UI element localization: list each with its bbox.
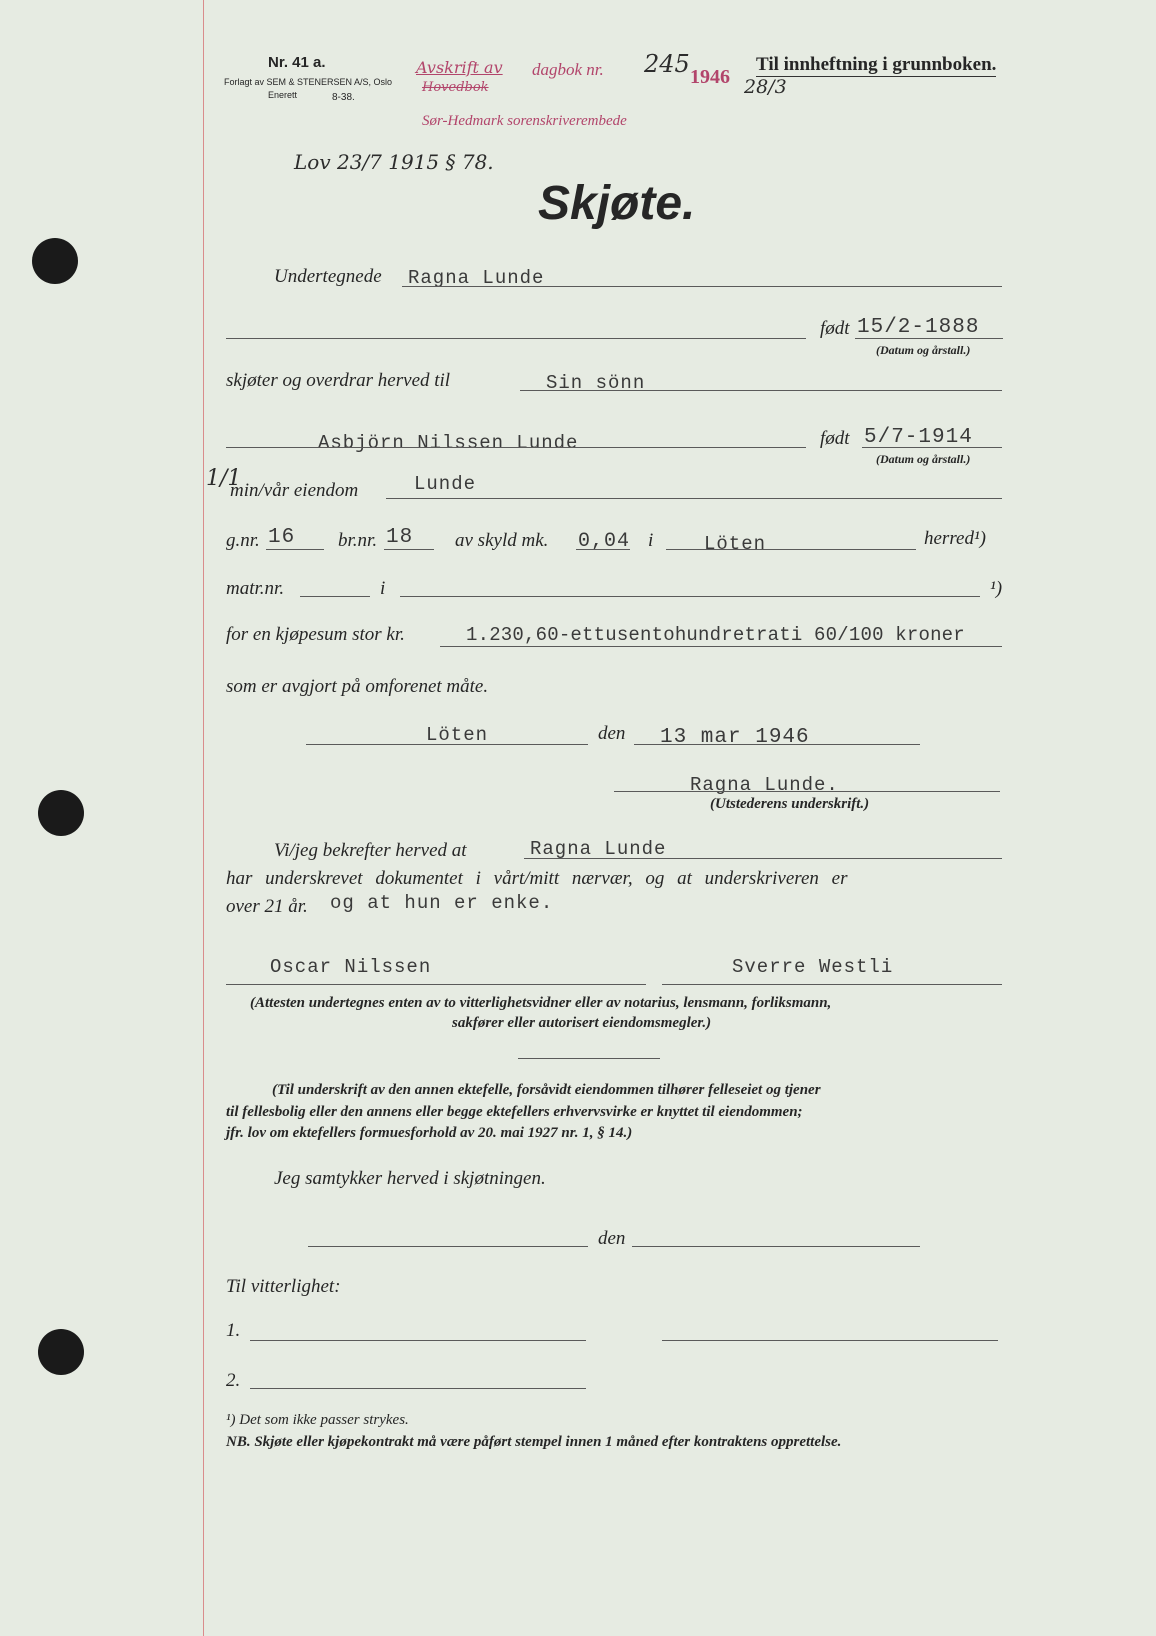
footnote-1: ¹) Det som ikke passer strykes. (226, 1412, 409, 1428)
gnr-value: 16 (268, 526, 296, 549)
matr-i-line (400, 596, 980, 597)
attest-line3: over 21 år. (226, 896, 308, 917)
attest-line (524, 858, 1002, 859)
buyer-born: 5/7-1914 (864, 426, 973, 449)
brnr-label: br.nr. (338, 530, 378, 551)
separator-line (518, 1058, 660, 1059)
form-number: Nr. 41 a. (268, 54, 326, 71)
spouse-note2: til fellesbolig eller den annens eller begge ektefellers erhvervsvirke er knyttet til eiendommen; (226, 1104, 803, 1120)
spouse-den: den (598, 1228, 626, 1249)
i-label: i (648, 530, 654, 551)
edition: 8-38. (332, 92, 355, 103)
date-value: 13 mar 1946 (660, 726, 810, 749)
witness-two: Sverre Westli (732, 956, 894, 978)
buyer-born-line (862, 447, 1002, 448)
footnote-nb: NB. Skjøte eller kjøpekontrakt må være påført stempel innen 1 måned efter kontraktens opprettelse. (226, 1434, 842, 1450)
grunnbok-heading: Til innheftning i grunnboken. (756, 54, 997, 75)
matr-line (300, 596, 370, 597)
margin-rule (203, 0, 204, 1636)
stamp-avskrift: Avskrift av (416, 58, 503, 77)
witness-2-number: 2. (226, 1370, 241, 1391)
buyer-name: Asbjörn Nilssen Lunde (318, 432, 579, 454)
witness-2-line (250, 1388, 586, 1389)
seller-born-label: født (820, 318, 850, 339)
stamp-office: Sør-Hedmark sorenskriverembede (422, 113, 627, 129)
skyld-value: 0,04 (578, 530, 631, 553)
herred-value: Löten (704, 533, 767, 555)
herred-label: herred¹) (924, 528, 986, 549)
brnr-value: 18 (386, 526, 414, 549)
buyer-born-label: født (820, 428, 850, 449)
matr-note: ¹) (990, 578, 1003, 599)
matr-i: i (380, 578, 386, 599)
brnr-line (384, 549, 434, 550)
stamp-struck: Hovedbok (422, 80, 489, 95)
page-title: Skjøte. (538, 177, 696, 230)
matr-label: matr.nr. (226, 578, 285, 599)
issuer-line (614, 791, 1000, 792)
stamp-year: 1946 (690, 66, 730, 88)
seller-born-hint: (Datum og årstall.) (876, 343, 971, 357)
property-label: min/vår eiendom (230, 480, 359, 501)
punch-hole (38, 1329, 84, 1375)
stamp-date: 28/3 (744, 76, 787, 98)
punch-hole (32, 238, 78, 284)
skyld-line (576, 549, 630, 550)
seller-line-2 (226, 338, 806, 339)
transfer-label: skjøter og overdrar herved til (226, 370, 451, 391)
issuer-signature: Ragna Lunde. (690, 774, 839, 796)
law-note: Lov 23/7 1915 § 78. (294, 150, 494, 174)
property-name: Lunde (414, 473, 477, 495)
gnr-line (266, 549, 324, 550)
issuer-hint: (Utstederens underskrift.) (710, 796, 870, 812)
spouse-date-line (632, 1246, 920, 1247)
stamp-dagbok: dagbok nr. (532, 60, 604, 79)
transfer-to: Sin sönn (546, 372, 646, 394)
attest-addition: og at hun er enke. (330, 892, 554, 914)
attest-prefix: Vi/jeg bekrefter herved at (274, 840, 467, 861)
seller-label: Undertegnede (274, 266, 382, 287)
punch-hole (38, 790, 84, 836)
price-value: 1.230,60-ettusentohundretrati 60/100 kroner (466, 624, 965, 646)
enerett: Enerett (268, 90, 298, 100)
witness-one-line (226, 984, 646, 985)
dagbok-number: 245 (644, 50, 690, 78)
buyer-line (226, 447, 806, 448)
price-settled: som er avgjort på omforenet måte. (226, 676, 489, 697)
attest-name: Ragna Lunde (530, 838, 667, 860)
spouse-note3: jfr. lov om ektefellers formuesforhold av 20. mai 1927 nr. 1, § 14.) (226, 1125, 633, 1141)
witness-one: Oscar Nilssen (270, 956, 432, 978)
attest-note2: sakfører eller autorisert eiendomsmegler.) (452, 1015, 712, 1031)
spouse-note1: (Til underskrift av den annen ektefelle, forsåvidt eiendommen tilhører felleseiet og tjener (272, 1082, 821, 1098)
witness-1-number: 1. (226, 1320, 241, 1341)
seller-born: 15/2-1888 (857, 316, 980, 339)
spouse-place-line (308, 1246, 588, 1247)
spouse-consent: Jeg samtykker herved i skjøtningen. (274, 1168, 546, 1189)
witness-two-line (662, 984, 1002, 985)
margin-note: 1/1 (206, 466, 242, 491)
place-line (306, 744, 588, 745)
herred-line (666, 549, 916, 550)
seller-born-line (855, 338, 1003, 339)
gnr-label: g.nr. (226, 530, 260, 551)
attest-note1: (Attesten undertegnes enten av to vitterlighetsvidner eller av notarius, lensmann, forliksmann, (250, 995, 832, 1011)
seller-line (402, 286, 1002, 287)
place-value: Löten (426, 724, 489, 746)
property-line (386, 498, 1002, 499)
den-label: den (598, 723, 626, 744)
attest-line2: har underskrevet dokumentet i vårt/mitt nærvær, og at underskriveren er (226, 868, 848, 889)
transfer-line (520, 390, 1002, 391)
buyer-born-hint: (Datum og årstall.) (876, 452, 971, 466)
skyld-label: av skyld mk. (455, 530, 549, 551)
witness-label: Til vitterlighet: (226, 1276, 341, 1297)
price-line (440, 646, 1002, 647)
seller-name: Ragna Lunde (408, 267, 545, 289)
witness-1-line-a (250, 1340, 586, 1341)
witness-1-line-b (662, 1340, 998, 1341)
price-label: for en kjøpesum stor kr. (226, 624, 405, 645)
date-line (634, 744, 920, 745)
publisher: Forlagt av SEM & STENERSEN A/S, Oslo (224, 77, 393, 87)
